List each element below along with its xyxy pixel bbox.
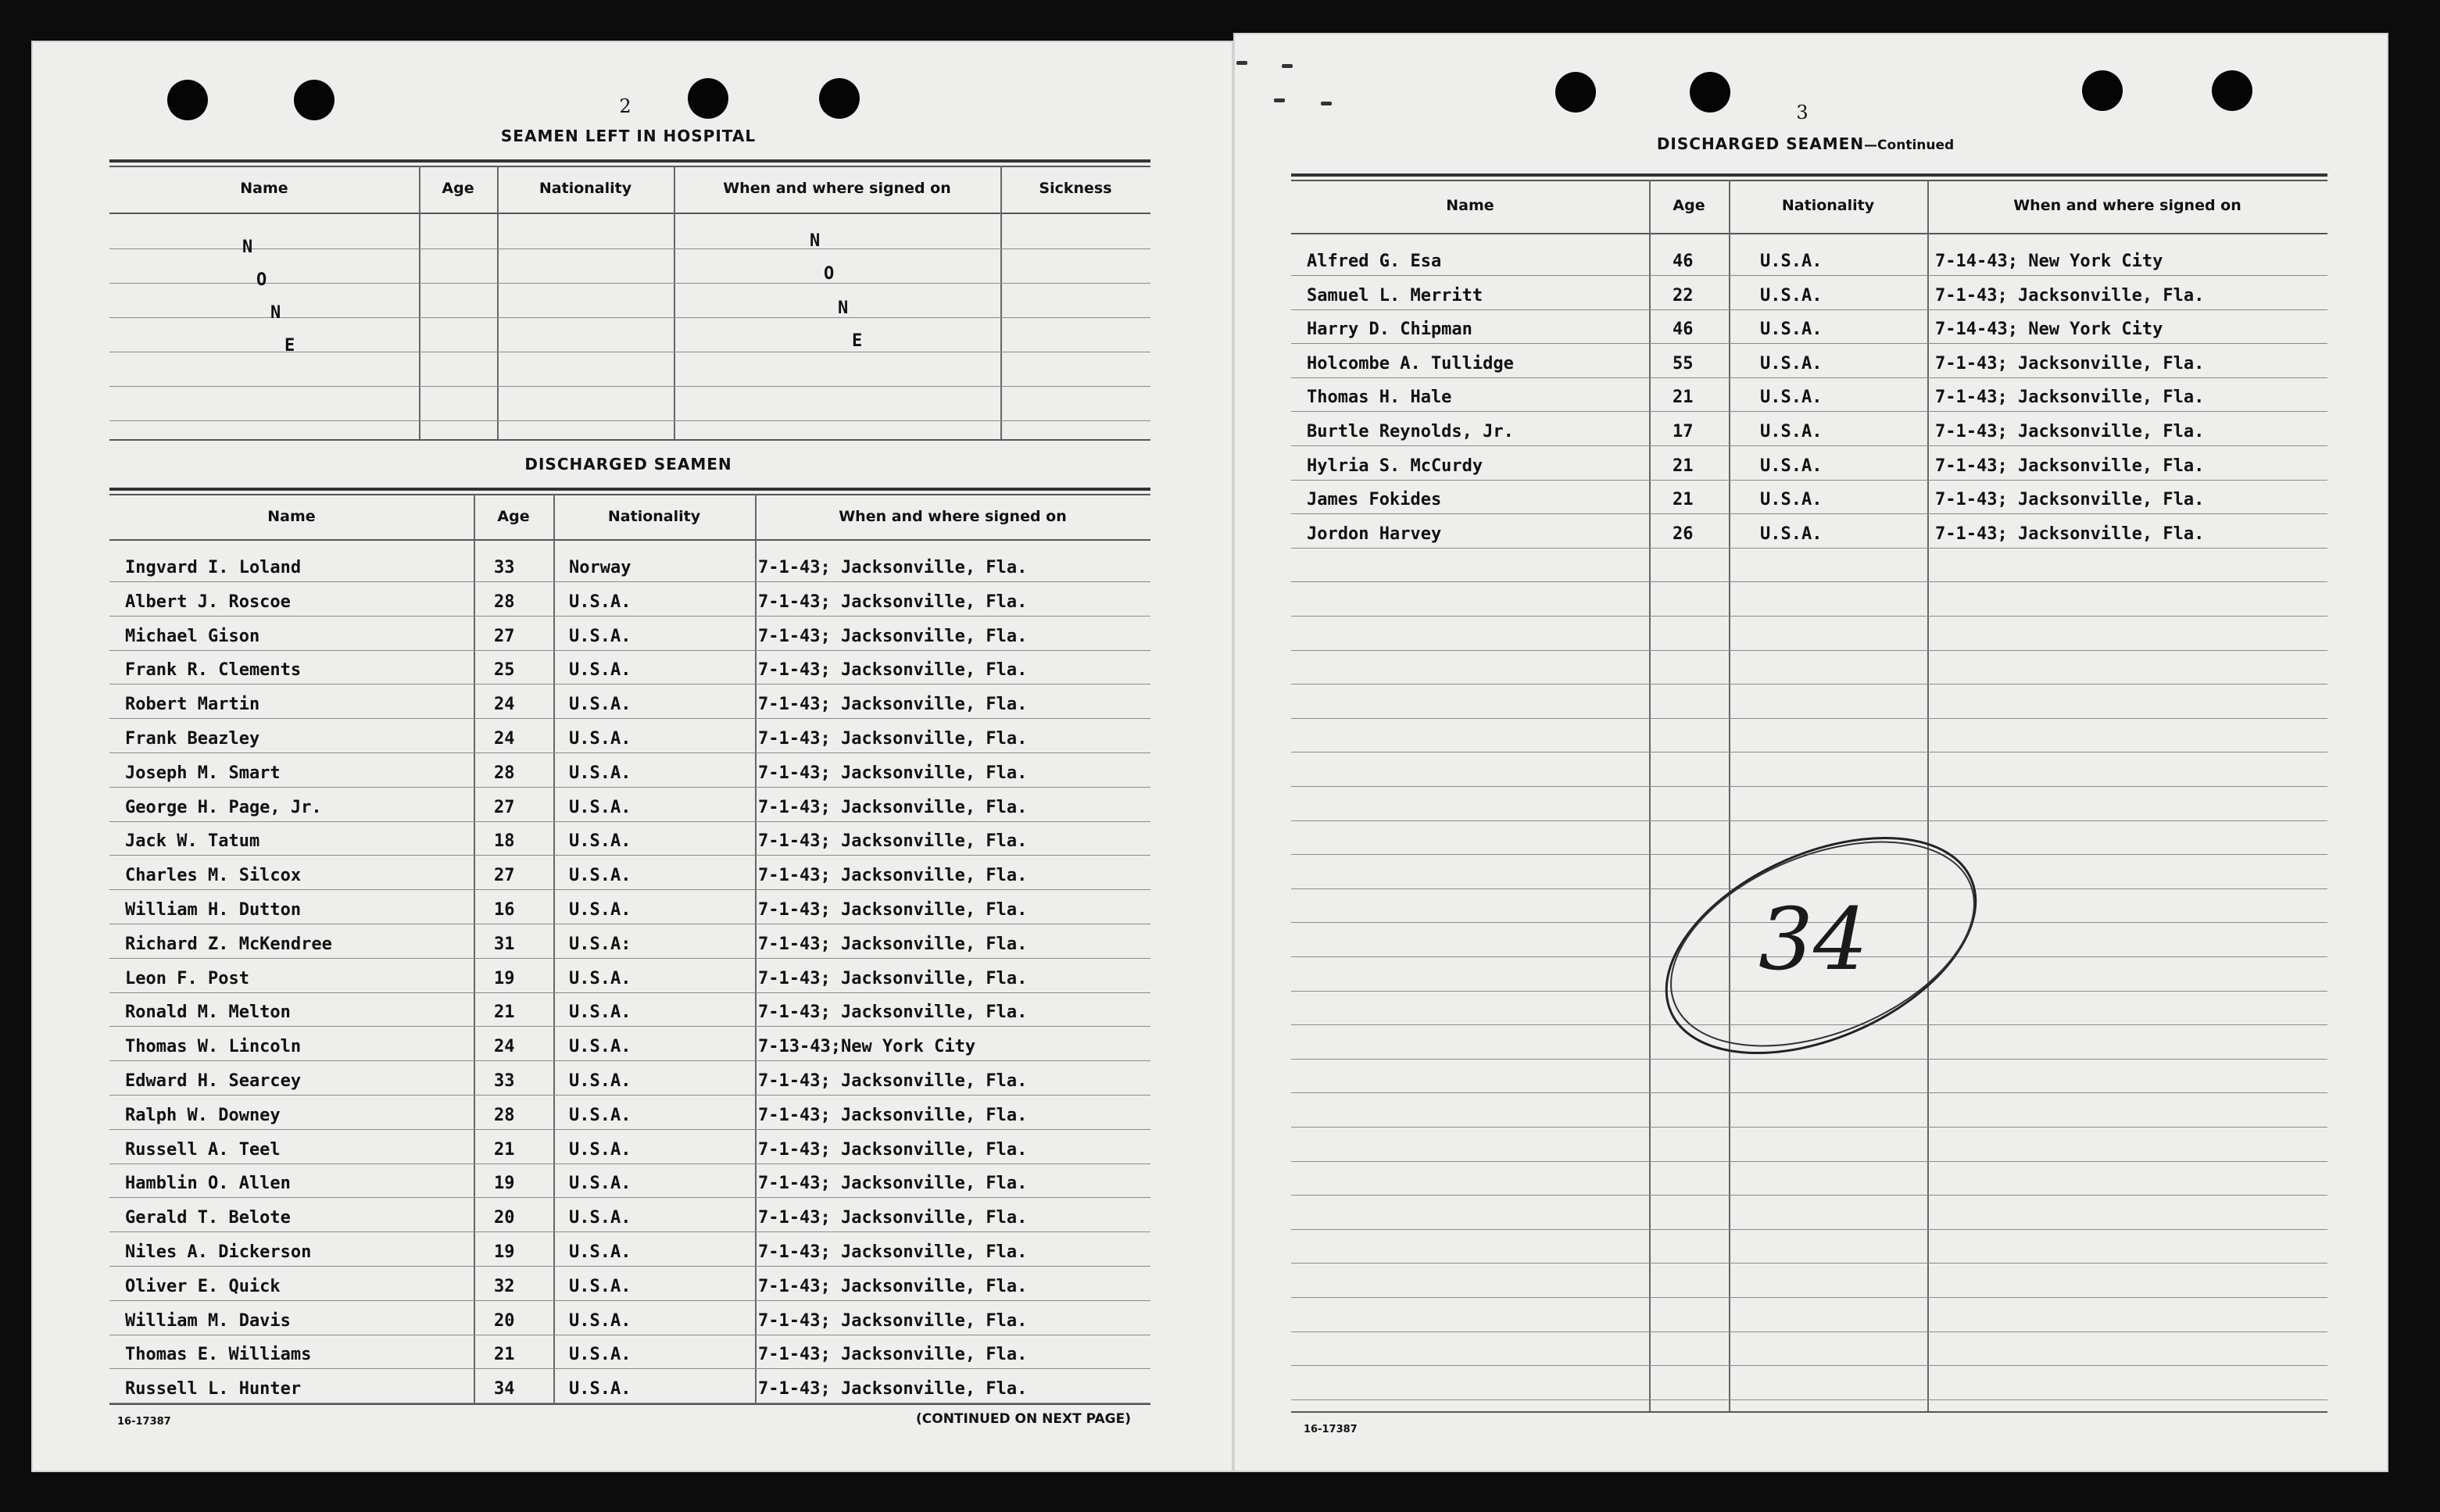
seaman-name: Frank Beazley: [125, 729, 260, 749]
seaman-nationality: U.S.A.: [1760, 422, 1823, 441]
row-rule: [109, 1129, 1150, 1130]
seaman-name: Ronald M. Melton: [125, 1003, 291, 1022]
seaman-name: William M. Davis: [125, 1311, 291, 1331]
seaman-nationality: U.S.A.: [569, 729, 631, 749]
row-rule: [109, 248, 1150, 249]
column-header: Nationality: [1781, 197, 1875, 214]
row-rule: [109, 317, 1150, 318]
none-letter: N: [242, 238, 253, 257]
seaman-signed-on: 7-1-43; Jacksonville, Fla.: [758, 592, 1028, 612]
row-rule: [1291, 343, 2327, 344]
seaman-age: 28: [494, 592, 515, 612]
seaman-nationality: U.S.A.: [1760, 354, 1823, 374]
seaman-name: Ralph W. Downey: [125, 1106, 281, 1125]
seaman-signed-on: 7-13-43;New York City: [758, 1037, 976, 1056]
seaman-signed-on: 7-1-43; Jacksonville, Fla.: [1935, 354, 2205, 374]
seaman-signed-on: 7-1-43; Jacksonville, Fla.: [758, 1345, 1028, 1364]
seaman-age: 24: [494, 729, 515, 749]
row-rule: [1291, 480, 2327, 481]
seaman-nationality: U.S.A.: [569, 1106, 631, 1125]
seaman-name: Oliver E. Quick: [125, 1277, 281, 1296]
seaman-signed-on: 7-1-43; Jacksonville, Fla.: [758, 866, 1028, 885]
column-divider: [1729, 180, 1730, 1411]
column-divider: [1649, 180, 1651, 1411]
seaman-name: William H. Dutton: [125, 900, 302, 920]
seaman-age: 55: [1673, 354, 1694, 374]
seaman-signed-on: 7-14-43; New York City: [1935, 252, 2163, 271]
seaman-nationality: U.S.A.: [1760, 320, 1823, 339]
seaman-nationality: U.S.A.: [569, 592, 631, 612]
seaman-signed-on: 7-1-43; Jacksonville, Fla.: [758, 935, 1028, 954]
seaman-name: Edward H. Searcey: [125, 1071, 302, 1091]
row-rule: [1291, 684, 2327, 685]
seaman-age: 32: [494, 1277, 515, 1296]
seaman-name: James Fokides: [1307, 490, 1442, 509]
seaman-nationality: U.S.A.: [569, 695, 631, 714]
seaman-signed-on: 7-1-43; Jacksonville, Fla.: [1935, 286, 2205, 306]
seaman-age: 18: [494, 831, 515, 851]
seaman-nationality: U.S.A.: [1760, 388, 1823, 407]
row-rule: [1291, 1263, 2327, 1264]
row-rule: [1291, 616, 2327, 617]
seaman-nationality: U.S.A.: [569, 798, 631, 817]
row-rule: [1291, 513, 2327, 514]
seaman-nationality: U.S.A.: [569, 1379, 631, 1399]
seaman-nationality: U.S.A.: [1760, 456, 1823, 476]
table-top-rule: [1291, 173, 2327, 177]
seaman-name: Charles M. Silcox: [125, 866, 302, 885]
seaman-signed-on: 7-1-43; Jacksonville, Fla.: [758, 1311, 1028, 1331]
seaman-nationality: U.S.A.: [1760, 286, 1823, 306]
row-rule: [1291, 581, 2327, 582]
seaman-signed-on: 7-1-43; Jacksonville, Fla.: [758, 1071, 1028, 1091]
seaman-nationality: U.S.A.: [1760, 524, 1823, 544]
column-header: Name: [240, 180, 288, 197]
seaman-nationality: U.S.A:: [569, 935, 631, 954]
seaman-signed-on: 7-1-43; Jacksonville, Fla.: [758, 1277, 1028, 1296]
seaman-name: Harry D. Chipman: [1307, 320, 1472, 339]
scan-mark: [1236, 61, 1247, 65]
row-rule: [1291, 1161, 2327, 1162]
row-rule: [1291, 411, 2327, 412]
punch-hole: [1690, 72, 1730, 113]
seaman-signed-on: 7-1-43; Jacksonville, Fla.: [1935, 422, 2205, 441]
discharged-section-title: DISCHARGED SEAMEN: [524, 455, 732, 474]
seaman-name: George H. Page, Jr.: [125, 798, 322, 817]
row-rule: [1291, 1297, 2327, 1298]
page-number: 3: [1796, 102, 1809, 123]
seaman-age: 28: [494, 763, 515, 783]
punch-hole: [2082, 70, 2123, 111]
seaman-age: 33: [494, 558, 515, 577]
seaman-signed-on: 7-14-43; New York City: [1935, 320, 2163, 339]
seaman-age: 27: [494, 798, 515, 817]
row-rule: [1291, 1059, 2327, 1060]
column-header: Age: [497, 508, 530, 525]
seaman-age: 21: [1673, 388, 1694, 407]
none-letter: N: [810, 231, 821, 251]
seaman-age: 46: [1673, 320, 1694, 339]
table-bottom-rule: [1291, 1411, 2327, 1413]
seaman-age: 20: [494, 1208, 515, 1228]
seaman-nationality: U.S.A.: [569, 900, 631, 920]
column-header: Age: [1673, 197, 1705, 214]
handwritten-total-text: 34: [1758, 889, 1868, 989]
punch-hole: [2212, 70, 2252, 111]
none-letter: N: [838, 298, 849, 318]
row-rule: [109, 1197, 1150, 1198]
seaman-name: Thomas E. Williams: [125, 1345, 312, 1364]
seaman-nationality: U.S.A.: [569, 763, 631, 783]
row-rule: [109, 855, 1150, 856]
seaman-name: Gerald T. Belote: [125, 1208, 291, 1228]
seaman-signed-on: 7-1-43; Jacksonville, Fla.: [758, 660, 1028, 680]
form-number: 16-17387: [1304, 1424, 1358, 1435]
seaman-signed-on: 7-1-43; Jacksonville, Fla.: [758, 1208, 1028, 1228]
column-divider: [1927, 180, 1929, 1411]
seaman-age: 33: [494, 1071, 515, 1091]
header-rule: [109, 213, 1150, 214]
seaman-signed-on: 7-1-43; Jacksonville, Fla.: [758, 831, 1028, 851]
seaman-name: Thomas W. Lincoln: [125, 1037, 302, 1056]
seaman-nationality: U.S.A.: [569, 866, 631, 885]
form-number: 16-17387: [117, 1416, 171, 1428]
seaman-signed-on: 7-1-43; Jacksonville, Fla.: [1935, 490, 2205, 509]
seaman-age: 24: [494, 695, 515, 714]
column-header: Name: [1446, 197, 1494, 214]
seaman-age: 22: [1673, 286, 1694, 306]
seaman-name: Albert J. Roscoe: [125, 592, 291, 612]
column-header: Nationality: [607, 508, 701, 525]
seaman-nationality: U.S.A.: [569, 627, 631, 646]
seaman-name: Holcombe A. Tullidge: [1307, 354, 1514, 374]
row-rule: [1291, 718, 2327, 719]
row-rule: [109, 1163, 1150, 1164]
seaman-name: Thomas H. Hale: [1307, 388, 1452, 407]
table-top-rule: [1291, 180, 2327, 181]
row-rule: [109, 1026, 1150, 1027]
seaman-age: 28: [494, 1106, 515, 1125]
row-rule: [109, 718, 1150, 719]
row-rule: [109, 1095, 1150, 1096]
seaman-nationality: U.S.A.: [1760, 490, 1823, 509]
right-section-title: DISCHARGED SEAMEN—Continued: [1656, 134, 1955, 153]
seaman-signed-on: 7-1-43; Jacksonville, Fla.: [758, 558, 1028, 577]
row-rule: [109, 1266, 1150, 1267]
seaman-age: 19: [494, 1242, 515, 1262]
punch-hole: [167, 80, 208, 120]
row-rule: [109, 420, 1150, 421]
none-letter: E: [852, 331, 863, 351]
seaman-age: 27: [494, 866, 515, 885]
seaman-signed-on: 7-1-43; Jacksonville, Fla.: [758, 729, 1028, 749]
seaman-name: Joseph M. Smart: [125, 763, 281, 783]
none-letter: N: [270, 303, 281, 323]
seaman-age: 21: [1673, 456, 1694, 476]
row-rule: [1291, 650, 2327, 651]
seaman-age: 26: [1673, 524, 1694, 544]
seaman-nationality: U.S.A.: [569, 1345, 631, 1364]
column-divider: [497, 166, 499, 439]
column-header: When and where signed on: [839, 508, 1067, 525]
seaman-name: Russell L. Hunter: [125, 1379, 302, 1399]
seaman-name: Richard Z. McKendree: [125, 935, 332, 954]
row-rule: [1291, 1127, 2327, 1128]
seaman-name: Jack W. Tatum: [125, 831, 260, 851]
table-bottom-rule: [109, 1403, 1150, 1405]
seaman-nationality: U.S.A.: [569, 1003, 631, 1022]
row-rule: [1291, 1365, 2327, 1366]
row-rule: [1291, 1399, 2327, 1400]
seaman-nationality: U.S.A.: [569, 1277, 631, 1296]
seaman-age: 46: [1673, 252, 1694, 271]
scan-mark: [1274, 98, 1285, 102]
row-rule: [109, 821, 1150, 822]
handwritten-circle: [1649, 836, 1993, 1055]
punch-hole: [688, 78, 728, 119]
punch-hole: [294, 80, 335, 120]
none-letter: O: [824, 264, 835, 284]
seaman-nationality: U.S.A.: [569, 1071, 631, 1091]
row-rule: [109, 752, 1150, 753]
seaman-name: Burtle Reynolds, Jr.: [1307, 422, 1514, 441]
seaman-signed-on: 7-1-43; Jacksonville, Fla.: [758, 1174, 1028, 1193]
scan-mark: [1282, 64, 1293, 68]
seaman-age: 16: [494, 900, 515, 920]
none-letter: O: [256, 270, 267, 290]
seaman-signed-on: 7-1-43; Jacksonville, Fla.: [758, 969, 1028, 988]
seaman-signed-on: 7-1-43; Jacksonville, Fla.: [758, 900, 1028, 920]
row-rule: [1291, 309, 2327, 310]
seaman-age: 25: [494, 660, 515, 680]
column-divider: [755, 494, 757, 1403]
seaman-name: Leon F. Post: [125, 969, 249, 988]
seaman-signed-on: 7-1-43; Jacksonville, Fla.: [758, 695, 1028, 714]
table-top-rule: [109, 488, 1150, 491]
seaman-age: 21: [1673, 490, 1694, 509]
row-rule: [109, 616, 1150, 617]
seaman-signed-on: 7-1-43; Jacksonville, Fla.: [758, 1140, 1028, 1160]
seaman-signed-on: 7-1-43; Jacksonville, Fla.: [758, 798, 1028, 817]
seaman-name: Ingvard I. Loland: [125, 558, 302, 577]
seaman-signed-on: 7-1-43; Jacksonville, Fla.: [758, 1242, 1028, 1262]
continued-note: (CONTINUED ON NEXT PAGE): [916, 1411, 1131, 1427]
row-rule: [109, 958, 1150, 959]
none-letter: E: [284, 336, 295, 356]
seaman-nationality: U.S.A.: [569, 1311, 631, 1331]
seaman-name: Alfred G. Esa: [1307, 252, 1442, 271]
row-rule: [109, 1231, 1150, 1232]
column-header: Sickness: [1039, 180, 1112, 197]
seaman-age: 31: [494, 935, 515, 954]
seaman-age: 19: [494, 969, 515, 988]
seaman-age: 17: [1673, 422, 1694, 441]
row-rule: [109, 992, 1150, 993]
table-top-rule: [109, 494, 1150, 495]
row-rule: [109, 889, 1150, 890]
row-rule: [1291, 275, 2327, 276]
row-rule: [1291, 377, 2327, 378]
column-divider: [1000, 166, 1002, 439]
table-bottom-rule: [109, 439, 1150, 441]
row-rule: [109, 650, 1150, 651]
column-divider: [419, 166, 420, 439]
seaman-signed-on: 7-1-43; Jacksonville, Fla.: [758, 1379, 1028, 1399]
seaman-nationality: U.S.A.: [569, 831, 631, 851]
column-divider: [553, 494, 555, 1403]
row-rule: [109, 684, 1150, 685]
row-rule: [1291, 548, 2327, 549]
seaman-nationality: U.S.A.: [569, 660, 631, 680]
row-rule: [1291, 786, 2327, 787]
seaman-nationality: U.S.A.: [569, 969, 631, 988]
seaman-nationality: U.S.A.: [569, 1208, 631, 1228]
seaman-signed-on: 7-1-43; Jacksonville, Fla.: [758, 1003, 1028, 1022]
seaman-nationality: U.S.A.: [569, 1037, 631, 1056]
seaman-age: 34: [494, 1379, 515, 1399]
page-number: 2: [619, 95, 631, 117]
seaman-age: 19: [494, 1174, 515, 1193]
seaman-age: 21: [494, 1345, 515, 1364]
row-rule: [1291, 1195, 2327, 1196]
seaman-nationality: U.S.A.: [569, 1174, 631, 1193]
table-top-rule: [109, 166, 1150, 167]
seaman-nationality: U.S.A.: [569, 1140, 631, 1160]
punch-hole: [819, 78, 860, 119]
seaman-age: 21: [494, 1140, 515, 1160]
seaman-name: Hamblin O. Allen: [125, 1174, 291, 1193]
handwritten-total: [1649, 836, 1993, 1058]
row-rule: [1291, 1229, 2327, 1230]
row-rule: [1291, 445, 2327, 446]
column-header: Nationality: [538, 180, 632, 197]
punch-hole: [1555, 72, 1596, 113]
seaman-age: 20: [494, 1311, 515, 1331]
row-rule: [1291, 1092, 2327, 1093]
seaman-nationality: U.S.A.: [1760, 252, 1823, 271]
seaman-age: 27: [494, 627, 515, 646]
scan-mark: [1321, 102, 1332, 105]
header-rule: [109, 539, 1150, 541]
seaman-signed-on: 7-1-43; Jacksonville, Fla.: [1935, 456, 2205, 476]
column-divider: [674, 166, 675, 439]
seaman-name: Michael Gison: [125, 627, 260, 646]
column-header: When and where signed on: [723, 180, 951, 197]
seaman-name: Samuel L. Merritt: [1307, 286, 1483, 306]
row-rule: [109, 787, 1150, 788]
seaman-name: Hylria S. McCurdy: [1307, 456, 1483, 476]
seaman-signed-on: 7-1-43; Jacksonville, Fla.: [1935, 524, 2205, 544]
seaman-nationality: Norway: [569, 558, 631, 577]
seaman-signed-on: 7-1-43; Jacksonville, Fla.: [758, 763, 1028, 783]
row-rule: [1291, 820, 2327, 821]
seaman-nationality: U.S.A.: [569, 1242, 631, 1262]
row-rule: [109, 581, 1150, 582]
table-top-rule: [109, 159, 1150, 163]
seaman-age: 21: [494, 1003, 515, 1022]
seaman-signed-on: 7-1-43; Jacksonville, Fla.: [1935, 388, 2205, 407]
row-rule: [109, 386, 1150, 387]
seaman-name: Robert Martin: [125, 695, 260, 714]
seaman-age: 24: [494, 1037, 515, 1056]
seaman-name: Niles A. Dickerson: [125, 1242, 312, 1262]
hospital-section-title: SEAMEN LEFT IN HOSPITAL: [500, 127, 757, 145]
column-header: When and where signed on: [2013, 197, 2241, 214]
header-rule: [1291, 233, 2327, 234]
seaman-name: Russell A. Teel: [125, 1140, 281, 1160]
row-rule: [109, 1300, 1150, 1301]
right-page: [1233, 33, 2388, 1472]
seaman-signed-on: 7-1-43; Jacksonville, Fla.: [758, 627, 1028, 646]
column-header: Name: [267, 508, 316, 525]
row-rule: [109, 1368, 1150, 1369]
seaman-signed-on: 7-1-43; Jacksonville, Fla.: [758, 1106, 1028, 1125]
row-rule: [109, 1060, 1150, 1061]
column-header: Age: [442, 180, 474, 197]
seaman-name: Jordon Harvey: [1307, 524, 1442, 544]
seaman-name: Frank R. Clements: [125, 660, 302, 680]
row-rule: [1291, 1331, 2327, 1332]
column-divider: [474, 494, 475, 1403]
